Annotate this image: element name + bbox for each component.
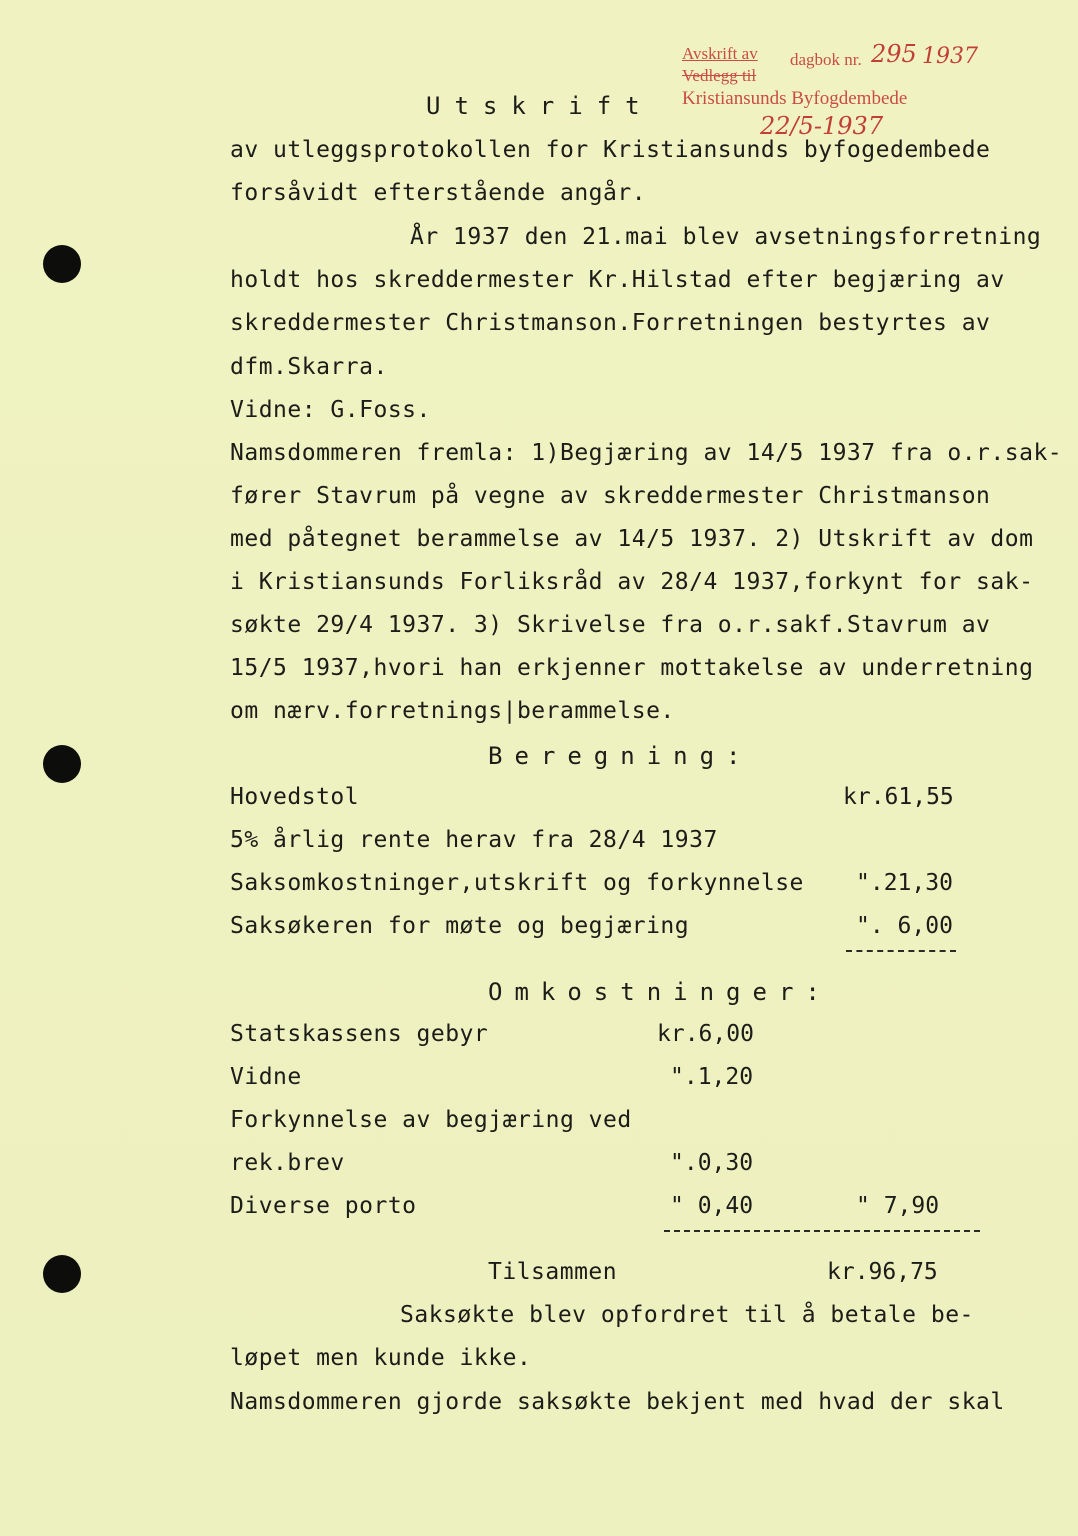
body-line-5: skreddermester Christmanson.Forretningen bestyrtes av (230, 310, 991, 336)
omk-label-3: Forkynnelse av begjæring ved (230, 1107, 632, 1133)
body-line-12: søkte 29/4 1937. 3) Skrivelse fra o.r.sakf.Stavrum av (230, 612, 991, 638)
beregning-sum-line (846, 950, 956, 952)
body-line-11: i Kristiansunds Forliksråd av 28/4 1937,forkynt for sak- (230, 569, 1034, 595)
total-amount: kr.96,75 (827, 1259, 938, 1285)
body-line-10: med påtegnet berammelse av 14/5 1937. 2) Utskrift av dom (230, 526, 1034, 552)
body-line-9: fører Stavrum på vegne av skreddermester Christmanson (230, 483, 991, 509)
document-title: Utskrift (426, 92, 654, 120)
body-line-13: 15/5 1937,hvori han erkjenner mottakelse av underretning (230, 655, 1034, 681)
omk-label-1: Statskassens gebyr (230, 1021, 489, 1047)
body-line-1: av utleggsprotokollen for Kristiansunds byfogedembede (230, 137, 991, 163)
punch-hole-middle (43, 745, 81, 783)
omk-amount-4: ".0,30 (670, 1150, 754, 1176)
body-line-8: Namsdommeren fremla: 1)Begjæring av 14/5 1937 fra o.r.sak- (230, 440, 1063, 466)
closing-line-2: løpet men kunde ikke. (230, 1345, 532, 1371)
beregning-label-2: 5% årlig rente herav fra 28/4 1937 (230, 827, 718, 853)
omk-amount-1: kr.6,00 (657, 1021, 754, 1047)
omk-label-5: Diverse porto (230, 1193, 417, 1219)
total-label: Tilsammen (488, 1259, 618, 1285)
omk-label-2: Vidne (230, 1064, 302, 1090)
omkostninger-heading: Omkostninger: (488, 978, 832, 1006)
body-line-4: holdt hos skreddermester Kr.Hilstad efter begjæring av (230, 267, 1005, 293)
omkostninger-sum-line (664, 1230, 980, 1232)
stamp-year: 1937 (922, 44, 978, 69)
beregning-label-4: Saksøkeren for møte og begjæring (230, 913, 690, 939)
omk-amount-5: " 0,40 (670, 1193, 754, 1219)
closing-line-3: Namsdommeren gjorde saksøkte bekjent med hvad der skal (230, 1389, 1005, 1415)
omk-subtotal: " 7,90 (856, 1193, 940, 1219)
stamp-office: Kristiansunds Byfogdembede (682, 88, 908, 109)
beregning-amount-4: ". 6,00 (856, 913, 953, 939)
handwritten-date: 22/5-1937 (760, 112, 884, 140)
beregning-heading: Beregning: (488, 742, 753, 770)
closing-line-1: Saksøkte blev opfordret til å betale be- (400, 1302, 974, 1328)
beregning-amount-3: ".21,30 (856, 870, 953, 896)
beregning-amount-1: kr.61,55 (843, 784, 954, 810)
punch-hole-bottom (43, 1255, 81, 1293)
stamp-dagbok-label: dagbok nr. (790, 50, 862, 69)
stamp-dagbok-number: 295 (871, 40, 917, 68)
omk-label-4: rek.brev (230, 1150, 345, 1176)
stamp-vedlegg: Vedlegg til (682, 66, 757, 85)
stamp-avskrift: Avskrift av (682, 44, 758, 63)
omk-amount-2: ".1,20 (670, 1064, 754, 1090)
beregning-label-1: Hovedstol (230, 784, 360, 810)
punch-hole-top (43, 245, 81, 283)
body-line-14: om nærv.forretnings|berammelse. (230, 698, 675, 724)
body-line-3: År 1937 den 21.mai blev avsetningsforretning (410, 224, 1042, 250)
body-line-6: dfm.Skarra. (230, 354, 388, 380)
beregning-label-3: Saksomkostninger,utskrift og forkynnelse (230, 870, 804, 896)
body-line-7: Vidne: G.Foss. (230, 397, 431, 423)
body-line-2: forsåvidt efterstående angår. (230, 180, 647, 206)
